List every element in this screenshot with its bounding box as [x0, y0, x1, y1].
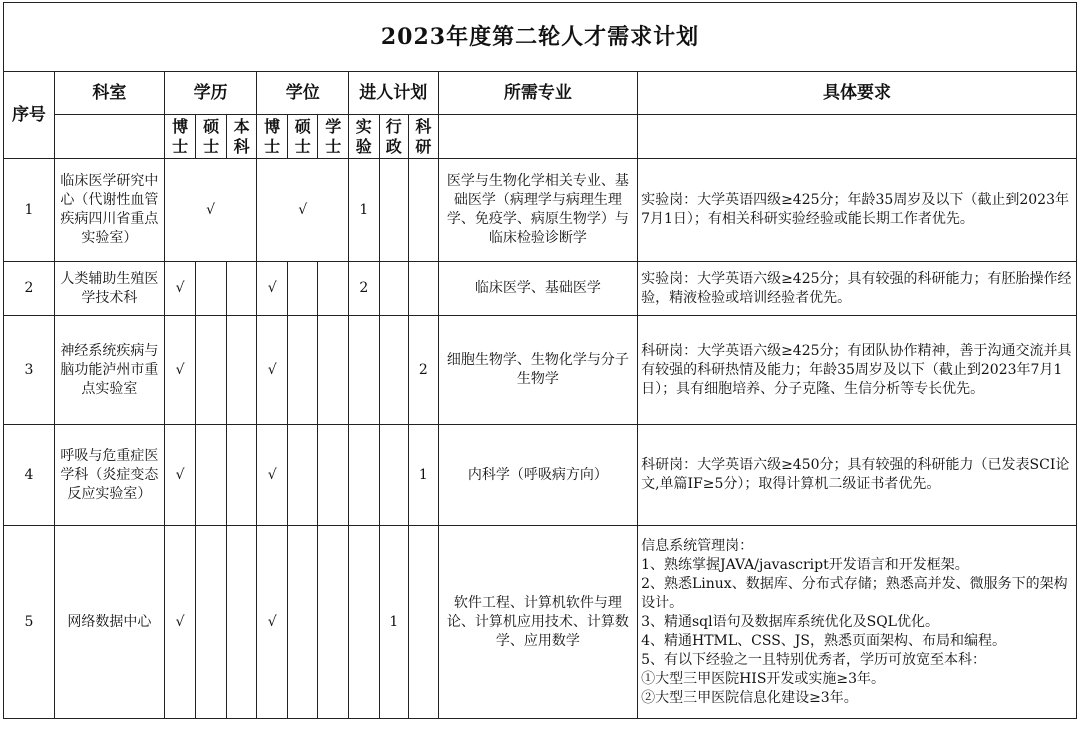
table-row — [4, 262, 1077, 316]
requirement-line: 4、精通HTML、CSS、JS，熟悉页面架构、布局和编程。 — [641, 632, 1007, 649]
row-major: 细胞生物学、生物化学与分子生物学 — [438, 316, 638, 425]
row-deg-master — [287, 262, 318, 316]
row-edu-master: √ — [164, 159, 257, 262]
subheader-plan-admin — [379, 115, 409, 159]
row-edu-phd: √ — [164, 425, 196, 526]
requirement-line: 科研岗：大学英语六级≥425分；有团队协作精神，善于沟通交流并具有较强的科研热情及能力；年龄35周岁及以下（截止到2023年7月1日）；具有细胞培养、分子克隆、生信分析等专长优先。 — [641, 342, 1072, 397]
row-plan-admin: 1 — [379, 526, 409, 719]
row-edu-bachelor — [226, 262, 257, 316]
row-plan-exp: 1 — [349, 159, 380, 262]
row-deg-master — [287, 316, 318, 425]
row-plan-admin — [379, 316, 409, 425]
table-row — [4, 526, 1077, 719]
row-dept: 人类辅助生殖医学技术科 — [54, 262, 164, 316]
subheader-deg-master — [287, 115, 318, 159]
row-edu-phd: √ — [164, 262, 196, 316]
row-dept: 神经系统疾病与脑功能泸州市重点实验室 — [54, 316, 164, 425]
requirement-line: ①大型三甲医院HIS开发或实施≥3年。 — [641, 670, 886, 687]
table-row — [4, 316, 1077, 425]
row-requirements — [638, 425, 1077, 526]
row-major: 医学与生物化学相关专业、基础医学（病理学与病理生理学、免疫学、病原生物学）与临床检验诊断学 — [438, 159, 638, 262]
row-requirements — [638, 262, 1077, 316]
row-plan-admin — [379, 425, 409, 526]
row-edu-phd: √ — [164, 526, 196, 719]
row-deg-bachelor — [318, 262, 349, 316]
subheader-edu-master-label: 硕士 — [203, 116, 220, 156]
row-edu-bachelor — [226, 425, 257, 526]
row-plan-research — [409, 262, 439, 316]
header-education: 学历 — [164, 72, 257, 115]
header-dept: 科室 — [54, 72, 164, 115]
subheader-edu-bachelor — [226, 115, 257, 159]
row-plan-exp — [349, 425, 380, 526]
requirement-line: 1、熟练掌握JAVA/javascript开发语言和开发框架。 — [641, 556, 969, 573]
requirement-line: 科研岗：大学英语六级≥450分；具有较强的科研能力（已发表SCI论文,单篇IF≥5分）；取得计算机二级证书者优先。 — [641, 457, 1070, 492]
row-deg-bachelor — [318, 425, 349, 526]
requirement-line: 实验岗：大学英语六级≥425分；具有较强的科研能力；有胚胎操作经验，精液检验或培训经验者优先。 — [641, 270, 1072, 306]
talent-demand-table — [3, 2, 1077, 719]
row-seq: 4 — [4, 425, 55, 526]
row-major: 软件工程、计算机软件与理论、计算机应用技术、计算数学、应用数学 — [438, 526, 638, 719]
row-edu-phd: √ — [164, 316, 196, 425]
row-requirements — [638, 526, 1077, 719]
row-edu-master — [196, 425, 227, 526]
requirement-line: ②大型三甲医院信息化建设≥3年。 — [641, 689, 858, 706]
row-deg-bachelor — [318, 316, 349, 425]
subheader-plan-research-label: 科研 — [415, 116, 432, 156]
requirement-line: 信息系统管理岗： — [641, 537, 754, 554]
row-seq: 1 — [4, 159, 55, 262]
requirement-line: 3、精通sql语句及数据库系统优化及SQL优化。 — [641, 613, 939, 630]
row-major: 内科学（呼吸病方向） — [438, 425, 638, 526]
row-seq: 5 — [4, 526, 55, 719]
row-plan-admin — [379, 262, 409, 316]
table-title: 2023年度第二轮人才需求计划 — [4, 3, 1077, 72]
header-degree: 学位 — [257, 72, 349, 115]
subheader-req-empty — [638, 115, 1077, 159]
row-requirements — [638, 159, 1077, 262]
subheader-deg-master-label: 硕士 — [294, 116, 311, 156]
header-seq: 序号 — [4, 72, 55, 159]
header-major: 所需专业 — [438, 72, 638, 115]
row-plan-research: 2 — [409, 316, 439, 425]
header-requirements: 具体要求 — [638, 72, 1077, 115]
row-requirements — [638, 316, 1077, 425]
requirement-line: 2、熟悉Linux、数据库、分布式存储；熟悉高并发、微服务下的架构设计。 — [641, 575, 1068, 611]
row-deg-master — [287, 526, 318, 719]
row-plan-research: 1 — [409, 425, 439, 526]
subheader-deg-bachelor — [318, 115, 349, 159]
talent-demand-sheet — [3, 2, 1077, 734]
row-edu-master — [196, 316, 227, 425]
row-deg-bachelor — [318, 526, 349, 719]
subheader-edu-phd — [164, 115, 196, 159]
subheader-deg-phd-label: 博士 — [264, 116, 281, 156]
row-deg-phd: √ — [257, 425, 288, 526]
row-deg-phd: √ — [257, 262, 288, 316]
requirement-line: 5、有以下经验之一且特别优秀者，学历可放宽至本科： — [641, 651, 986, 668]
row-plan-research — [409, 526, 439, 719]
row-dept: 呼吸与危重症医学科（炎症变态反应实验室） — [54, 425, 164, 526]
table-row — [4, 425, 1077, 526]
header-plan: 进人计划 — [349, 72, 439, 115]
subheader-dept-empty — [54, 115, 164, 159]
row-seq: 2 — [4, 262, 55, 316]
row-plan-exp — [349, 316, 380, 425]
row-deg-master — [287, 425, 318, 526]
row-dept: 临床医学研究中心（代谢性血管疾病四川省重点实验室） — [54, 159, 164, 262]
row-edu-master — [196, 526, 227, 719]
subheader-major-empty — [438, 115, 638, 159]
row-major: 临床医学、基础医学 — [438, 262, 638, 316]
row-dept: 网络数据中心 — [54, 526, 164, 719]
requirement-line: 实验岗：大学英语四级≥425分；年龄35周岁及以下（截止到2023年7月1日）；有相关科研实验经验或能长期工作者优先。 — [641, 192, 1069, 227]
subheader-plan-exp-label: 实验 — [355, 116, 372, 156]
subheader-deg-phd — [257, 115, 288, 159]
row-deg-phd: √ — [257, 316, 288, 425]
subheader-plan-exp — [349, 115, 380, 159]
subheader-edu-bachelor-label: 本科 — [233, 116, 250, 156]
subheader-edu-master — [196, 115, 227, 159]
subheader-plan-admin-label: 行政 — [385, 116, 402, 156]
subheader-plan-research — [409, 115, 439, 159]
row-plan-admin — [379, 159, 409, 262]
subheader-edu-phd-label: 博士 — [172, 116, 189, 156]
row-seq: 3 — [4, 316, 55, 425]
row-plan-research — [409, 159, 439, 262]
row-deg-phd: √ — [257, 526, 288, 719]
subheader-deg-bachelor-label: 学士 — [325, 116, 342, 156]
row-plan-exp: 2 — [349, 262, 380, 316]
row-edu-master — [196, 262, 227, 316]
row-edu-bachelor — [226, 316, 257, 425]
row-plan-exp — [349, 526, 380, 719]
row-deg-master: √ — [257, 159, 349, 262]
row-edu-bachelor — [226, 526, 257, 719]
table-row — [4, 159, 1077, 262]
